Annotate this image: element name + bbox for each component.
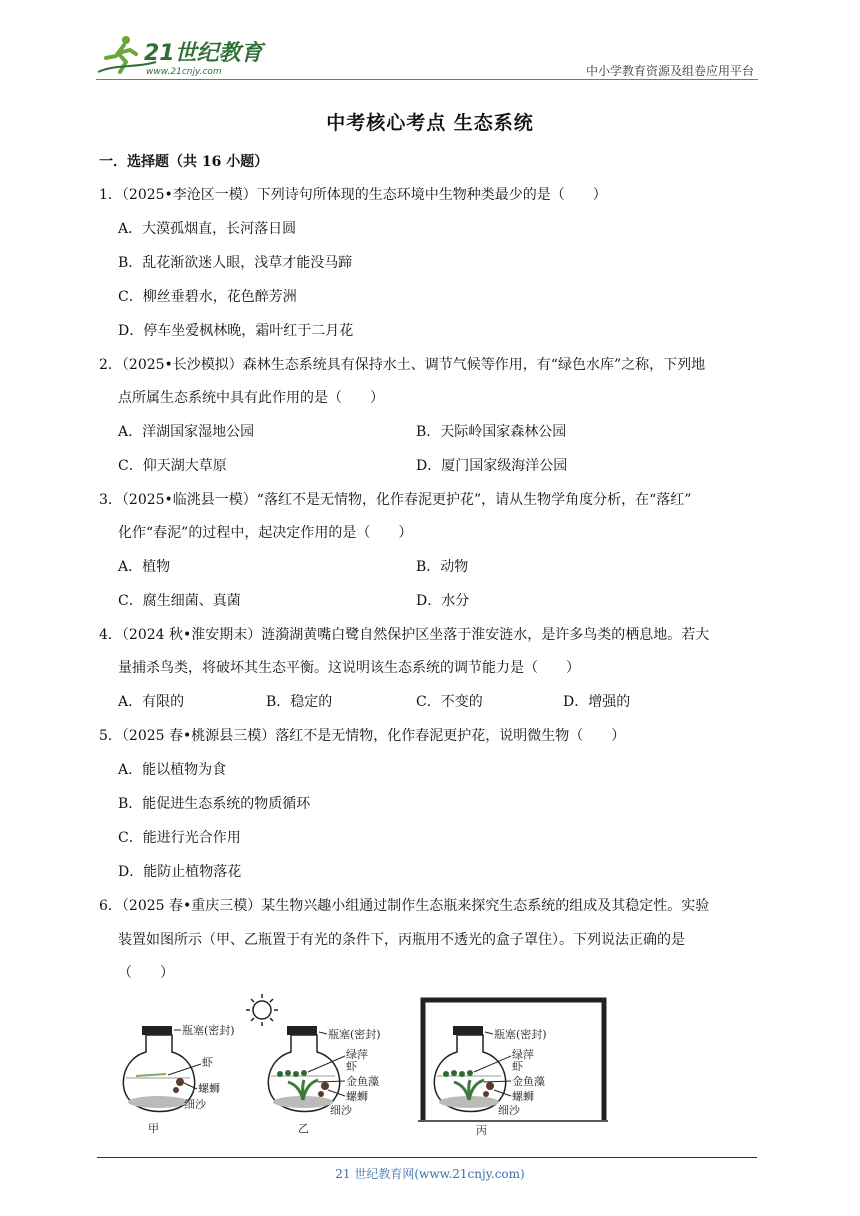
question-3-option-c: C．腐生细菌、真菌	[118, 593, 241, 609]
question-6-text-paren: （ ）	[118, 965, 174, 981]
question-3-option-d: D．水分	[416, 593, 470, 609]
ecology-bottles-figure	[118, 990, 608, 1140]
footer-link[interactable]: 21 世纪教育网(www.21cnjy.com)	[335, 1167, 525, 1181]
question-2-option-d: D．厦门国家级海洋公园	[416, 458, 568, 474]
question-2-option-c: C．仰天湖大草原	[118, 458, 227, 474]
question-6-text: 6．（2025 春•重庆三模）某生物兴趣小组通过制作生态瓶来探究生态系统的组成及其稳定性。实验	[99, 898, 710, 914]
question-5-option-d: D．能防止植物落花	[118, 864, 242, 880]
site-logo	[96, 34, 266, 76]
question-3-option-b: B．动物	[416, 559, 469, 575]
bottle-b-algae-label: 金鱼藻	[346, 1075, 379, 1088]
question-1-option-c: C．柳丝垂碧水，花色醉芳洲	[118, 289, 297, 305]
question-2-text: 2．（2025•长沙模拟）森林生态系统具有保持水土、调节气候等作用，有“绿色水库”之称，下列地	[99, 357, 706, 373]
platform-name: 中小学教育资源及组卷应用平台	[585, 64, 754, 78]
footer-divider	[97, 1157, 757, 1158]
bottle-c-sand-label: 细沙	[498, 1104, 520, 1117]
question-3-option-a: A．植物	[118, 559, 171, 575]
page-header	[96, 28, 760, 80]
bottle-a	[123, 1023, 234, 1135]
bottle-a-shrimp-label: 虾	[202, 1056, 213, 1069]
svg-text:www.21cnjy.com: www.21cnjy.com	[146, 67, 222, 76]
question-2-option-b: B．天际岭国家森林公园	[416, 424, 567, 440]
question-4-option-b: B．稳定的	[266, 694, 333, 710]
question-6-text-cont: 装置如图所示（甲、乙瓶置于有光的条件下，丙瓶用不透光的盒子罩住）。下列说法正确的是	[118, 932, 685, 948]
document-title: 中考核心考点 生态系统	[326, 112, 534, 134]
question-4-text-cont: 量捕杀鸟类，将破坏其生态平衡。这说明该生态系统的调节能力是（ ）	[118, 660, 580, 676]
bottle-b-label: 乙	[298, 1122, 309, 1135]
question-5-text: 5．（2025 春•桃源县三模）落红不是无情物，化作春泥更护花，说明微生物（ ）	[99, 728, 626, 744]
question-1-option-d: D．停车坐爱枫林晚，霜叶红于二月花	[118, 323, 354, 339]
bottle-b	[268, 1026, 380, 1135]
question-4-text: 4．（2024 秋•淮安期末）涟漪湖黄嘴白鹭自然保护区坐落于淮安涟水，是许多鸟类的栖息地。若大	[99, 627, 710, 643]
question-3-text-cont: 化作“春泥”的过程中，起决定作用的是（ ）	[118, 525, 413, 541]
bottle-b-sand-label: 细沙	[330, 1104, 352, 1117]
bottle-b-shrimp-label: 虾	[346, 1060, 357, 1073]
question-4-option-c: C．不变的	[416, 694, 483, 710]
bottle-a-sand-label: 细沙	[184, 1098, 206, 1111]
bottle-c-duckweed-label: 绿萍	[512, 1048, 534, 1061]
section-heading: 一．选择题（共 16 小题）	[99, 154, 269, 170]
question-5-option-c: C．能进行光合作用	[118, 830, 241, 846]
question-1-option-b: B．乱花渐欲迷人眼，浅草才能没马蹄	[118, 255, 353, 271]
question-1-option-a: A．大漠孤烟直，长河落日圆	[118, 221, 297, 237]
header-divider	[96, 79, 758, 80]
svg-text:21世纪教育: 21世纪教育	[144, 41, 263, 66]
bottle-a-snail-label: 螺蛳	[198, 1082, 220, 1095]
question-5-option-b: B．能促进生态系统的物质循环	[118, 796, 311, 812]
question-3-text: 3．（2025•临洮县一模）“落红不是无情物，化作春泥更护花”，请从生物学角度分析，在“落红”	[99, 492, 692, 508]
bottle-c-label: 丙	[476, 1124, 487, 1137]
bottle-c-snail-label: 螺蛳	[512, 1090, 534, 1103]
bottle-c-algae-label: 金鱼藻	[512, 1075, 545, 1088]
question-5-option-a: A．能以植物为食	[118, 762, 227, 778]
bottle-b-duckweed-label: 绿萍	[346, 1048, 368, 1061]
bottle-a-label: 甲	[148, 1122, 159, 1135]
question-2-option-a: A．洋湖国家湿地公园	[118, 424, 255, 440]
bottle-c-cork-label: 瓶塞(密封)	[494, 1028, 547, 1041]
question-2-text-cont: 点所属生态系统中具有此作用的是（ ）	[118, 390, 384, 406]
bottle-a-cork-label: 瓶塞(密封)	[182, 1024, 235, 1037]
sun-icon	[246, 994, 278, 1026]
bottle-c-shrimp-label: 虾	[512, 1060, 523, 1073]
question-4-option-a: A．有限的	[118, 694, 185, 710]
bottle-b-cork-label: 瓶塞(密封)	[328, 1028, 381, 1041]
question-4-option-d: D．增强的	[563, 694, 631, 710]
question-1-text: 1．（2025•李沧区一模）下列诗句所体现的生态环境中生物种类最少的是（ ）	[99, 187, 607, 203]
bottle-b-snail-label: 螺蛳	[346, 1090, 368, 1103]
